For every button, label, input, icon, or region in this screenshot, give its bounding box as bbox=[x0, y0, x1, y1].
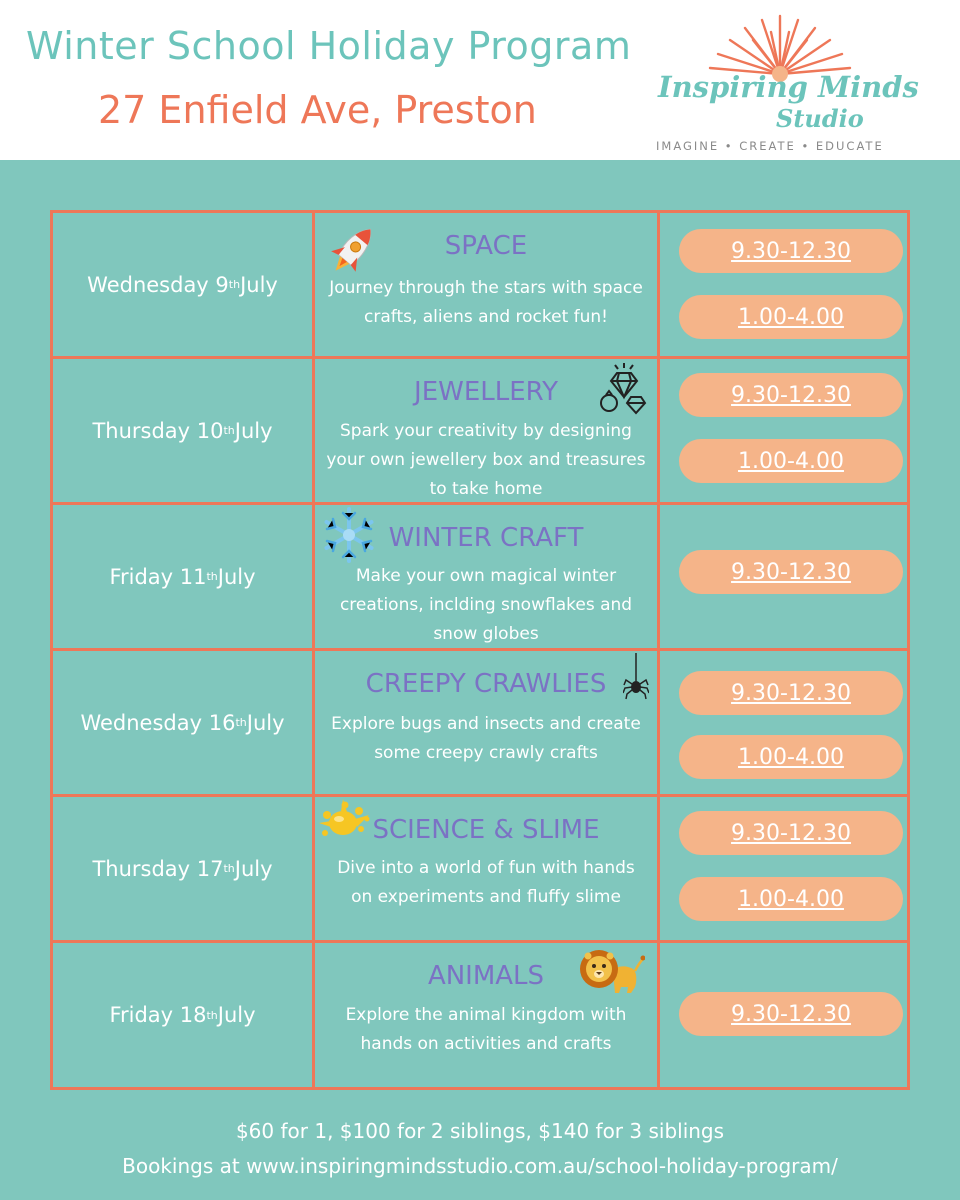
activity-description: Explore the animal kingdom with hands on activities and crafts bbox=[345, 1005, 627, 1054]
session-activity bbox=[315, 359, 660, 502]
book-morning-session-button[interactable]: 9.30-12.30 bbox=[679, 992, 903, 1036]
activity-description: Journey through the stars with space crafts, aliens and rocket fun! bbox=[329, 278, 643, 327]
header bbox=[0, 0, 960, 160]
session-month: July bbox=[217, 564, 256, 589]
session-day: Wednesday 9 bbox=[87, 272, 229, 297]
session-times bbox=[660, 651, 907, 794]
session-times bbox=[660, 213, 907, 356]
session-month: July bbox=[246, 710, 285, 735]
activity-title: ANIMALS bbox=[427, 961, 545, 991]
session-times bbox=[660, 505, 907, 648]
session-times bbox=[660, 359, 907, 502]
session-day: Thursday 10 bbox=[92, 418, 224, 443]
activity-description: Spark your creativity by designing your own jewellery box and treasures to take home bbox=[326, 421, 646, 499]
session-row bbox=[53, 797, 907, 943]
activity-description: Make your own magical winter creations, inclding snowflakes and snow globes bbox=[339, 566, 633, 644]
logo-wordmark: Inspiring Minds bbox=[658, 70, 919, 104]
session-month: July bbox=[240, 272, 278, 297]
page-title: Winter School Holiday Program bbox=[26, 24, 632, 68]
session-activity bbox=[315, 213, 660, 356]
activity-title: CREEPY CRAWLIES bbox=[365, 669, 607, 699]
activity-title: SCIENCE & SLIME bbox=[372, 815, 600, 845]
session-day: Wednesday 16 bbox=[80, 710, 236, 735]
session-day: Friday 11 bbox=[109, 564, 207, 589]
pricing-info: $60 for 1, $100 for 2 siblings, $140 for 3 siblings bbox=[235, 1119, 725, 1143]
book-afternoon-session-button[interactable]: 1.00-4.00 bbox=[679, 295, 903, 339]
bookings-link[interactable]: Bookings at www.inspiringmindsstudio.com.au/school-holiday-program/ bbox=[122, 1154, 838, 1178]
session-times bbox=[660, 943, 907, 1087]
session-date bbox=[53, 943, 315, 1087]
session-activity bbox=[315, 797, 660, 940]
activity-title: WINTER CRAFT bbox=[388, 523, 584, 553]
logo-wordmark-studio: Studio bbox=[776, 104, 864, 133]
book-morning-session-button[interactable]: 9.30-12.30 bbox=[679, 811, 903, 855]
session-date bbox=[53, 797, 315, 940]
session-row bbox=[53, 505, 907, 651]
session-date bbox=[53, 651, 315, 794]
session-row bbox=[53, 651, 907, 797]
book-afternoon-session-button[interactable]: 1.00-4.00 bbox=[679, 877, 903, 921]
activity-description: Dive into a world of fun with hands on experiments and fluffy slime bbox=[337, 858, 635, 907]
session-activity bbox=[315, 943, 660, 1087]
session-month: July bbox=[234, 418, 273, 443]
session-row bbox=[53, 213, 907, 359]
logo-tagline: IMAGINE • CREATE • EDUCATE bbox=[656, 139, 884, 153]
book-afternoon-session-button[interactable]: 1.00-4.00 bbox=[679, 439, 903, 483]
session-times bbox=[660, 797, 907, 940]
schedule-table bbox=[50, 210, 910, 1090]
session-day: Thursday 17 bbox=[92, 856, 224, 881]
session-date bbox=[53, 359, 315, 502]
activity-description: Explore bugs and insects and create some creepy crawly crafts bbox=[331, 714, 641, 763]
session-activity bbox=[315, 651, 660, 794]
session-day: Friday 18 bbox=[109, 1003, 207, 1027]
activity-title: SPACE bbox=[444, 231, 528, 261]
book-afternoon-session-button[interactable]: 1.00-4.00 bbox=[679, 735, 903, 779]
session-month: July bbox=[234, 856, 273, 881]
session-row bbox=[53, 359, 907, 505]
venue-address: 27 Enfield Ave, Preston bbox=[98, 88, 537, 132]
date-suffix: th bbox=[228, 278, 241, 291]
date-suffix: th bbox=[235, 716, 247, 729]
session-month: July bbox=[217, 1003, 256, 1027]
activity-title: JEWELLERY bbox=[414, 377, 558, 407]
session-date bbox=[53, 213, 315, 356]
date-suffix: th bbox=[206, 570, 218, 583]
session-activity bbox=[315, 505, 660, 648]
date-suffix: th bbox=[223, 424, 235, 437]
session-row bbox=[53, 943, 907, 1087]
book-morning-session-button[interactable]: 9.30-12.30 bbox=[679, 671, 903, 715]
book-morning-session-button[interactable]: 9.30-12.30 bbox=[679, 373, 903, 417]
date-suffix: th bbox=[223, 862, 235, 875]
session-date bbox=[53, 505, 315, 648]
book-morning-session-button[interactable]: 9.30-12.30 bbox=[679, 229, 903, 273]
book-morning-session-button[interactable]: 9.30-12.30 bbox=[679, 550, 903, 594]
date-suffix: th bbox=[206, 1008, 218, 1022]
